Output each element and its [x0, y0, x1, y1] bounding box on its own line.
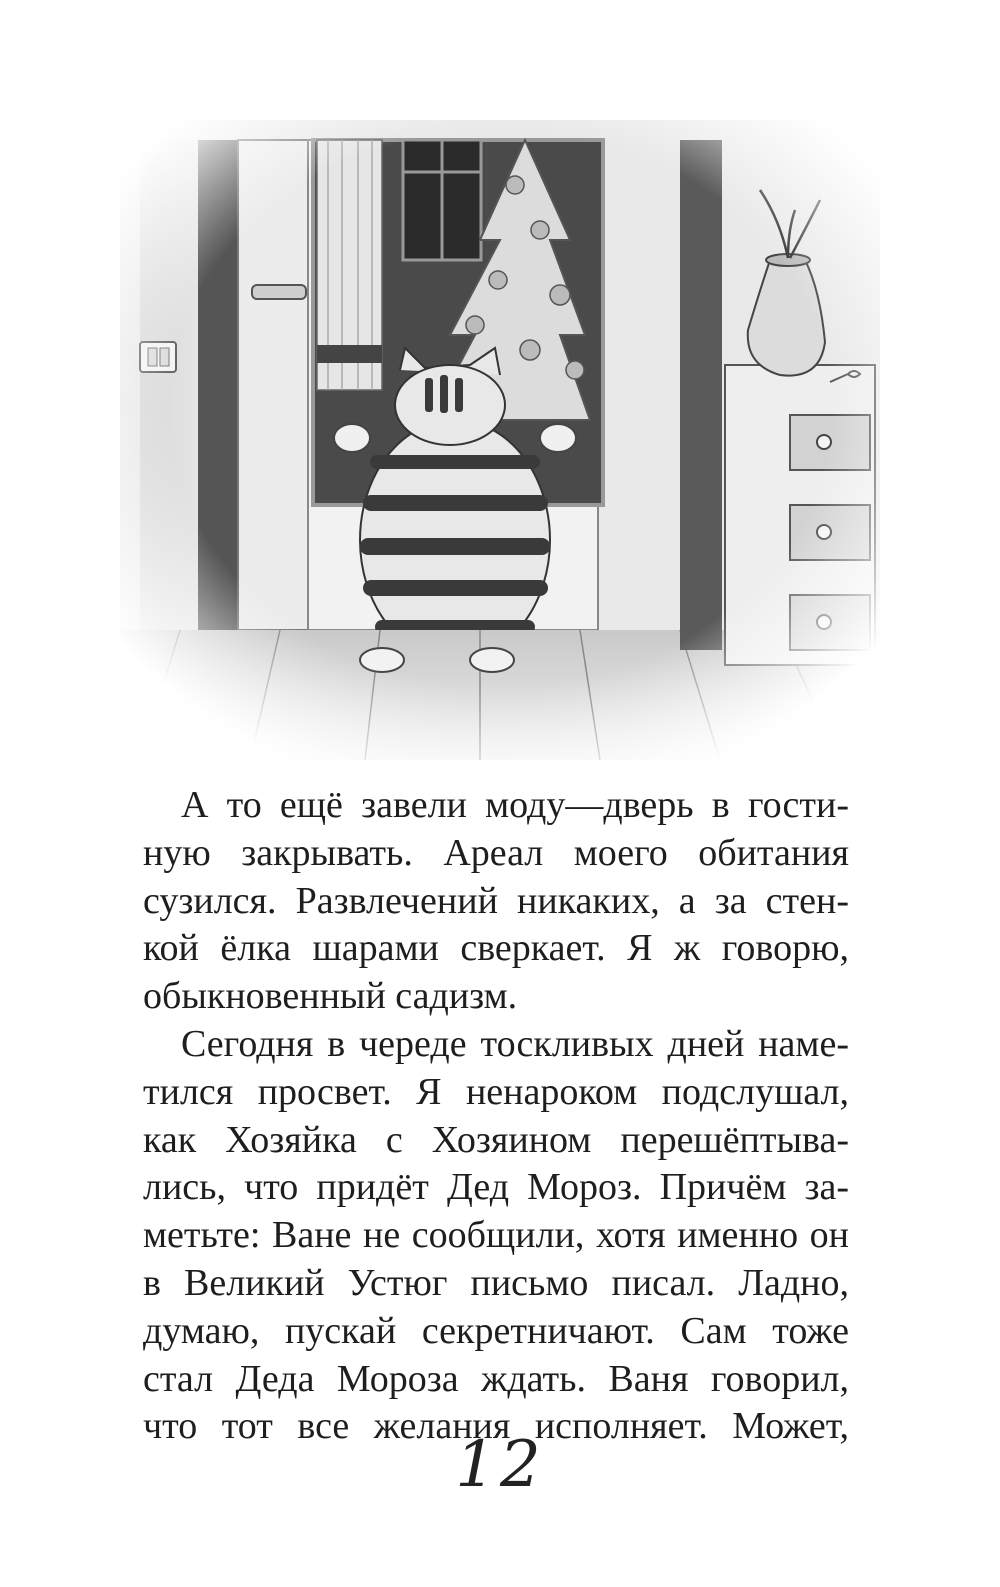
- text-line: Сегодня в череде тоскливых дней наме-: [181, 1022, 849, 1065]
- text-line: думаю, пускай секретничают. Сам тоже: [143, 1309, 849, 1352]
- text-line: стал Деда Мороза ждать. Ваня говорил,: [143, 1357, 849, 1400]
- text-line: метьте: Ване не сообщили, хотя именно он: [143, 1214, 849, 1257]
- text-line: кой ёлка шарами сверкает. Я ж говорю,: [143, 927, 849, 970]
- page-number: 12: [455, 1428, 545, 1502]
- text-line: как Хозяйка с Хозяином перешёптыва-: [143, 1118, 849, 1161]
- text-line: лись, что придёт Дед Мороз. Причём за-: [143, 1166, 849, 1209]
- text-line: сузился. Развлечений никаких, а за стен-: [143, 879, 849, 922]
- text-line: тился просвет. Я ненароком подслушал,: [143, 1070, 849, 1113]
- text-line: что тот все желания исполняет. Может,: [143, 1405, 849, 1448]
- text-line: ную закрывать. Ареал моего обитания: [143, 831, 849, 874]
- text-line: А то ещё завели моду—дверь в гости-: [181, 784, 849, 826]
- body-text: [143, 782, 849, 1451]
- text-line: в Великий Устюг письмо писал. Ладно,: [143, 1261, 849, 1304]
- cat-at-door-illustration: [120, 120, 880, 760]
- text-line: обыкновенный садизм.: [143, 975, 518, 1018]
